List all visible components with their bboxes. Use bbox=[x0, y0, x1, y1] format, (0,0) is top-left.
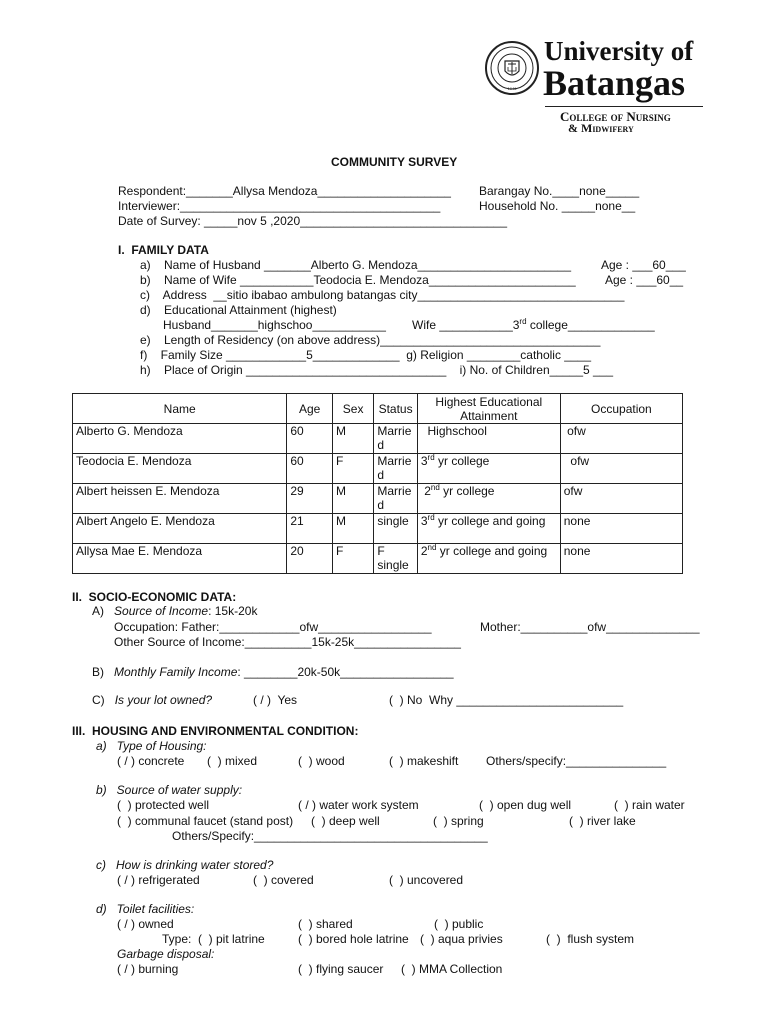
option-public: ( ) public bbox=[434, 917, 484, 931]
option-housing-others: Others/specify:_______________ bbox=[486, 754, 667, 768]
cell-sex: F bbox=[332, 544, 373, 574]
cell-age: 60 bbox=[287, 424, 333, 454]
address-field: c) Address __sitio ibabao ambulong batangas city_______________________________ bbox=[140, 288, 625, 302]
cell-name: Alberto G. Mendoza bbox=[73, 424, 287, 454]
education-label: d) Educational Attainment (highest) bbox=[140, 303, 337, 317]
table-row bbox=[73, 424, 683, 454]
option-river-lake: ( ) river lake bbox=[569, 814, 636, 828]
water-supply-question: b) Source of water supply: bbox=[96, 783, 243, 797]
cell-sex: M bbox=[332, 514, 373, 544]
college-name-line1: College of Nursing bbox=[560, 109, 671, 124]
option-shared: ( ) shared bbox=[298, 917, 353, 931]
option-wood: ( ) wood bbox=[298, 754, 345, 768]
option-water-work-system: ( / ) water work system bbox=[298, 798, 419, 812]
option-open-dug-well: ( ) open dug well bbox=[479, 798, 572, 812]
water-others-field: Others/Specify:___________________________________ bbox=[172, 829, 488, 843]
col-header-occupation: Occupation bbox=[560, 394, 682, 424]
option-protected-well: ( ) protected well bbox=[117, 798, 210, 812]
barangay-field: Barangay No.____none_____ bbox=[479, 184, 640, 198]
option-pit-latrine: Type: ( ) pit latrine bbox=[162, 932, 265, 946]
section-socio-economic-heading: II. SOCIO-ECONOMIC DATA: bbox=[72, 590, 237, 604]
origin-children-field: h) Place of Origin ______________________________ i) No. of Children_____5 ___ bbox=[140, 363, 614, 377]
cell-sex: M bbox=[332, 424, 373, 454]
option-flush-system: ( ) flush system bbox=[546, 932, 635, 946]
option-makeshift: ( ) makeshift bbox=[389, 754, 459, 768]
option-mixed: ( ) mixed bbox=[207, 754, 258, 768]
college-name-line2: & Midwifery bbox=[568, 121, 634, 135]
family-size-religion-field: f) Family Size ____________5_____________ g) Religion ________catholic ____ bbox=[140, 348, 592, 362]
option-mma-collection: ( ) MMA Collection bbox=[401, 962, 503, 976]
option-uncovered: ( ) uncovered bbox=[389, 873, 464, 887]
col-header-name: Name bbox=[73, 394, 287, 424]
date-field: Date of Survey: _____nov 5 ,2020_______________________________ bbox=[118, 214, 508, 228]
col-header-status: Status bbox=[374, 394, 417, 424]
father-occupation-field: Occupation: Father:____________ofw_________________ bbox=[114, 620, 432, 634]
option-owned: ( / ) owned bbox=[117, 917, 174, 931]
university-seal bbox=[484, 37, 540, 99]
table-row bbox=[73, 544, 683, 574]
lot-owned-question: C) Is your lot owned? bbox=[92, 693, 213, 707]
toilet-question: d) Toilet facilities: bbox=[96, 902, 195, 916]
cell-occupation: none bbox=[560, 514, 682, 544]
table-row bbox=[73, 484, 683, 514]
cell-status: Married bbox=[374, 424, 417, 454]
garbage-disposal-question: Garbage disposal: bbox=[117, 947, 215, 961]
residency-field: e) Length of Residency (on above address)_________________________________ bbox=[140, 333, 601, 347]
cell-occupation: ofw bbox=[560, 424, 682, 454]
cell-status: single bbox=[374, 514, 417, 544]
cell-name: Allysa Mae E. Mendoza bbox=[73, 544, 287, 574]
cell-status: Married bbox=[374, 454, 417, 484]
option-burning: ( / ) burning bbox=[117, 962, 179, 976]
water-storage-question: c) How is drinking water stored? bbox=[96, 858, 274, 872]
cell-status: Married bbox=[374, 484, 417, 514]
cell-occupation: none bbox=[560, 544, 682, 574]
option-aqua-privies: ( ) aqua privies bbox=[420, 932, 503, 946]
cell-education: Highschool bbox=[417, 424, 560, 454]
cell-sex: F bbox=[332, 454, 373, 484]
husband-age-field: Age : ___60___ bbox=[601, 258, 686, 272]
cell-sex: M bbox=[332, 484, 373, 514]
table-row bbox=[73, 514, 683, 544]
section-family-data-heading: I. FAMILY DATA bbox=[118, 243, 209, 257]
cell-occupation: ofw bbox=[560, 454, 682, 484]
option-deep-well: ( ) deep well bbox=[311, 814, 380, 828]
cell-age: 21 bbox=[287, 514, 333, 544]
mother-occupation-field: Mother:__________ofw______________ bbox=[480, 620, 700, 634]
cell-name: Albert Angelo E. Mendoza bbox=[73, 514, 287, 544]
table-row bbox=[73, 454, 683, 484]
family-members-table bbox=[72, 393, 683, 574]
monthly-income-field: B) Monthly Family Income: ________20k-50k_________________ bbox=[92, 665, 454, 679]
cell-education: 3rd yr college bbox=[417, 454, 560, 484]
cell-age: 29 bbox=[287, 484, 333, 514]
option-communal-faucet: ( ) communal faucet (stand post) bbox=[117, 814, 294, 828]
option-refrigerated: ( / ) refrigerated bbox=[117, 873, 200, 887]
cell-name: Albert heissen E. Mendoza bbox=[73, 484, 287, 514]
header-rule bbox=[545, 106, 703, 107]
wife-name-field: b) Name of Wife ___________Teodocia E. Mendoza______________________ bbox=[140, 273, 576, 287]
other-income-field: Other Source of Income:__________15k-25k________________ bbox=[114, 635, 461, 649]
respondent-field: Respondent:_______Allysa Mendoza____________________ bbox=[118, 184, 451, 198]
housing-type-question: a) Type of Housing: bbox=[96, 739, 207, 753]
cell-occupation: ofw bbox=[560, 484, 682, 514]
col-header-education: Highest Educational Attainment bbox=[417, 394, 560, 424]
col-header-age: Age bbox=[287, 394, 333, 424]
col-header-sex: Sex bbox=[332, 394, 373, 424]
cell-education: 2nd yr college and going bbox=[417, 544, 560, 574]
wife-age-field: Age : ___60__ bbox=[605, 273, 684, 287]
cell-age: 60 bbox=[287, 454, 333, 484]
cell-education: 3rd yr college and going bbox=[417, 514, 560, 544]
university-name-line1: University of bbox=[544, 36, 694, 66]
option-covered: ( ) covered bbox=[253, 873, 314, 887]
option-spring: ( ) spring bbox=[433, 814, 484, 828]
cell-name: Teodocia E. Mendoza bbox=[73, 454, 287, 484]
husband-name-field: a) Name of Husband _______Alberto G. Mendoza_______________________ bbox=[140, 258, 571, 272]
lot-owned-yes-option: ( / ) Yes bbox=[253, 693, 298, 707]
cell-status: F single bbox=[374, 544, 417, 574]
option-rain-water: ( ) rain water bbox=[614, 798, 685, 812]
cell-age: 20 bbox=[287, 544, 333, 574]
page-title: COMMUNITY SURVEY bbox=[331, 155, 458, 169]
cell-education: 2nd yr college bbox=[417, 484, 560, 514]
option-concrete: ( / ) concrete bbox=[117, 754, 185, 768]
svg-text:1946: 1946 bbox=[507, 86, 517, 91]
household-field: Household No. _____none__ bbox=[479, 199, 636, 213]
university-name-line2: Batangas bbox=[543, 63, 686, 103]
section-housing-heading: III. HOUSING AND ENVIRONMENTAL CONDITION: bbox=[72, 724, 359, 738]
lot-owned-no-option: ( ) No Why _________________________ bbox=[389, 693, 624, 707]
source-of-income-field: A) Source of Income: 15k-20k bbox=[92, 604, 258, 618]
interviewer-field: Interviewer:_______________________________________ bbox=[118, 199, 441, 213]
wife-education-field: Wife ___________3rd college_____________ bbox=[412, 317, 655, 332]
option-flying-saucer: ( ) flying saucer bbox=[298, 962, 384, 976]
table-header-row bbox=[73, 394, 683, 424]
option-bored-hole-latrine: ( ) bored hole latrine bbox=[298, 932, 409, 946]
husband-education-field: Husband_______highschoo___________ bbox=[163, 318, 386, 332]
